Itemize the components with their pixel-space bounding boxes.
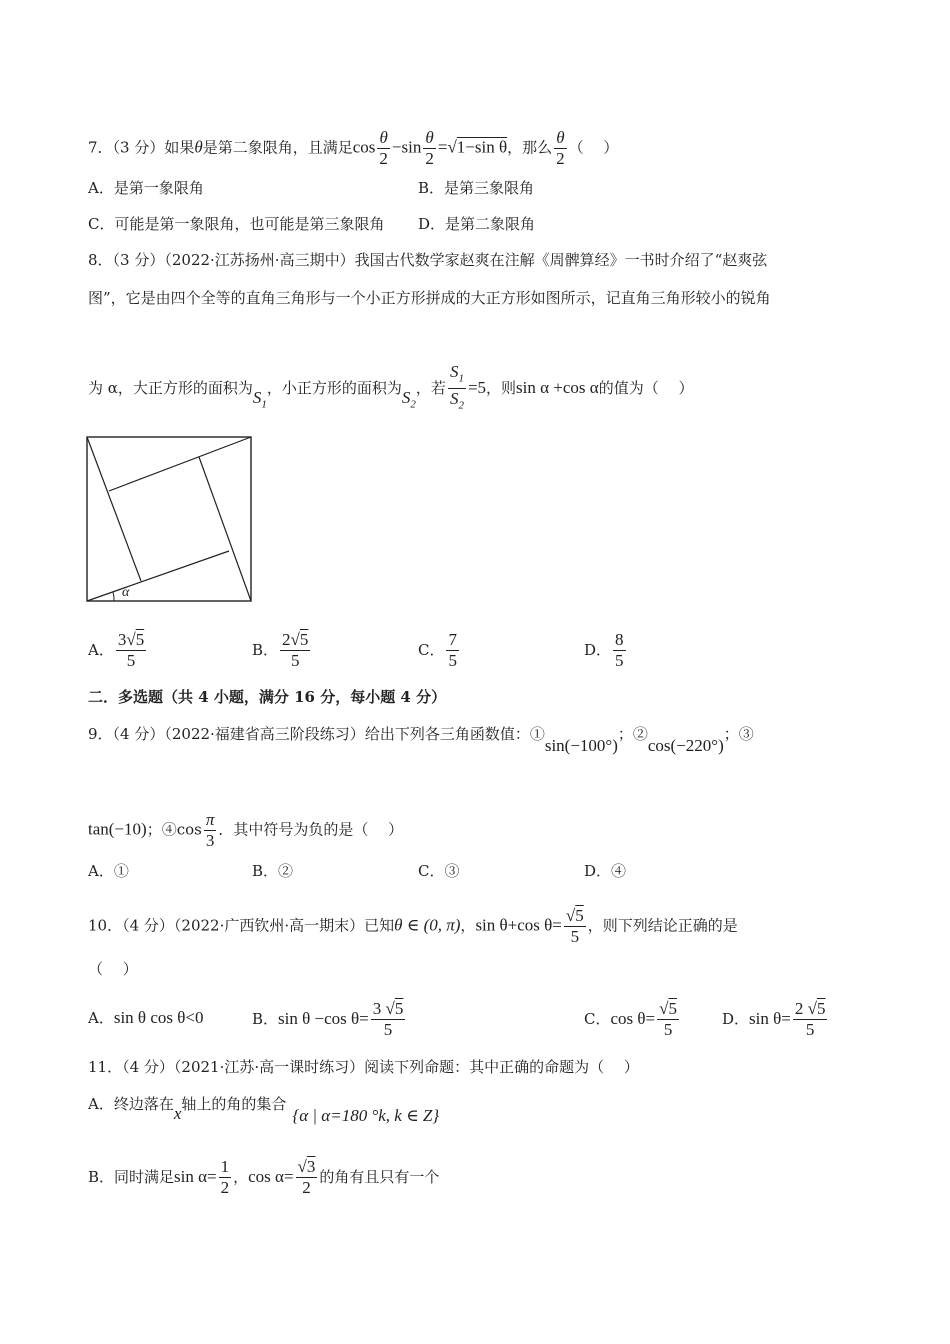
q8-option-a: A． $\frac{3√5}{5}$ xyxy=(88,629,145,670)
q8-source: （2022·江苏扬州·高三期中） xyxy=(164,251,355,269)
q8-ratio-frac: $\frac{S_1}{S_2}$ xyxy=(449,362,464,412)
triangle-edge-4 xyxy=(87,437,141,581)
q7-frac-2: $\frac{\theta}{2}$ xyxy=(425,128,434,168)
q7-stem: 7．（3 分）如果θ是第二象限角，且满足cos $\frac{\theta}{2}$ −sin $\frac{\theta}{2}$ =√1−sin θ，那么 $\frac{\theta}{2}$ （ ） xyxy=(88,128,619,168)
q7-frac-3: $\frac{\theta}{2}$ xyxy=(556,128,565,168)
triangle-edge-1 xyxy=(87,551,229,601)
q10-option-d: D．sin θ= $\frac{2 √5}{5}$ xyxy=(722,998,826,1039)
q7-frac-1: $\frac{\theta}{2}$ xyxy=(379,128,388,168)
q7-score: （3 分） xyxy=(112,138,165,157)
q7-number: 7． xyxy=(88,138,113,157)
sqrt-icon: √ xyxy=(447,137,457,157)
q8-stem-line1: 8．（3 分）（2022·江苏扬州·高三期中）我国古代数学家赵爽在注解《周髀算经》一书时介绍了“赵爽弦 xyxy=(88,251,768,269)
q10-option-a: A．sin θ cos θ<0 xyxy=(88,1008,204,1027)
q7-option-c: C．可能是第一象限角，也可能是第三象限角 xyxy=(88,215,385,233)
q8-number: 8． xyxy=(88,251,113,269)
q11-option-a: A．终边落在x轴上的角的集合{α | α=180 °k, k ∈ Z} xyxy=(88,1095,440,1125)
q7-option-a: A．是第一象限角 xyxy=(88,179,204,197)
q9-stem-line1: 9．（4 分）（2022·福建省高三阶段练习）给出下列各三角函数值：①sin(−100°)；②cos(−220°)；③ xyxy=(88,725,754,755)
q9-option-c: C．③ xyxy=(418,862,460,880)
q11-option-b: B．同时满足sin α= $\frac{1}{2}$ ，cos α= $\frac{√3}{2}$ 的角有且只有一个 xyxy=(88,1156,440,1197)
angle-arc xyxy=(113,592,114,601)
q8-option-c: C． $\frac{7}{5}$ xyxy=(418,629,457,670)
q10-option-c: C．cos θ= $\frac{√5}{5}$ xyxy=(584,998,677,1039)
zhao-shuang-diagram xyxy=(86,436,254,604)
angle-alpha-label: α xyxy=(122,585,130,600)
q10-option-b: B．sin θ −cos θ= $\frac{3 √5}{5}$ xyxy=(252,998,404,1039)
q9-option-b: B．② xyxy=(252,862,294,880)
q10-stem: 10．（4 分）（2022·广西钦州·高一期末）已知θ ∈ (0, π)，sin θ+cos θ= $\frac{√5}{5}$ ，则下列结论正确的是 xyxy=(88,906,738,946)
q8-option-d: D． $\frac{8}{5}$ xyxy=(584,629,624,670)
q9-stem-line2: tan(−10)；④cos $\frac{\pi}{3}$ ．其中符号为负的是（ ） xyxy=(88,810,404,850)
outer-square xyxy=(87,437,251,601)
q7-option-b: B．是第三象限角 xyxy=(418,179,535,197)
q8-stem-line2: 图”，它是由四个全等的直角三角形与一个小正方形拼成的大正方形如图所示，记直角三角形较小的锐角 xyxy=(88,289,771,307)
triangle-edge-2 xyxy=(199,457,251,601)
q8-option-b: B． $\frac{2√5}{5}$ xyxy=(252,629,309,670)
q10-blank: （ ） xyxy=(88,960,138,978)
q7-option-d: D．是第二象限角 xyxy=(418,215,536,233)
section-title-multi-choice: 二．多选题（共 4 小题，满分 16 分，每小题 4 分） xyxy=(88,688,447,706)
q8-stem-line3: 为 α，大正方形的面积为$S_1$，小正方形的面积为$S_2$，若 $\frac{S_1}{S_2}$ =5，则sin α +cos α的值为（ ） xyxy=(88,362,693,416)
triangle-edge-3 xyxy=(109,437,251,491)
q9-option-a: A．① xyxy=(88,862,129,880)
q11-stem: 11．（4 分）（2021·江苏·高一课时练习）阅读下列命题：其中正确的命题为（ ） xyxy=(88,1058,639,1076)
q9-option-d: D．④ xyxy=(584,862,627,880)
